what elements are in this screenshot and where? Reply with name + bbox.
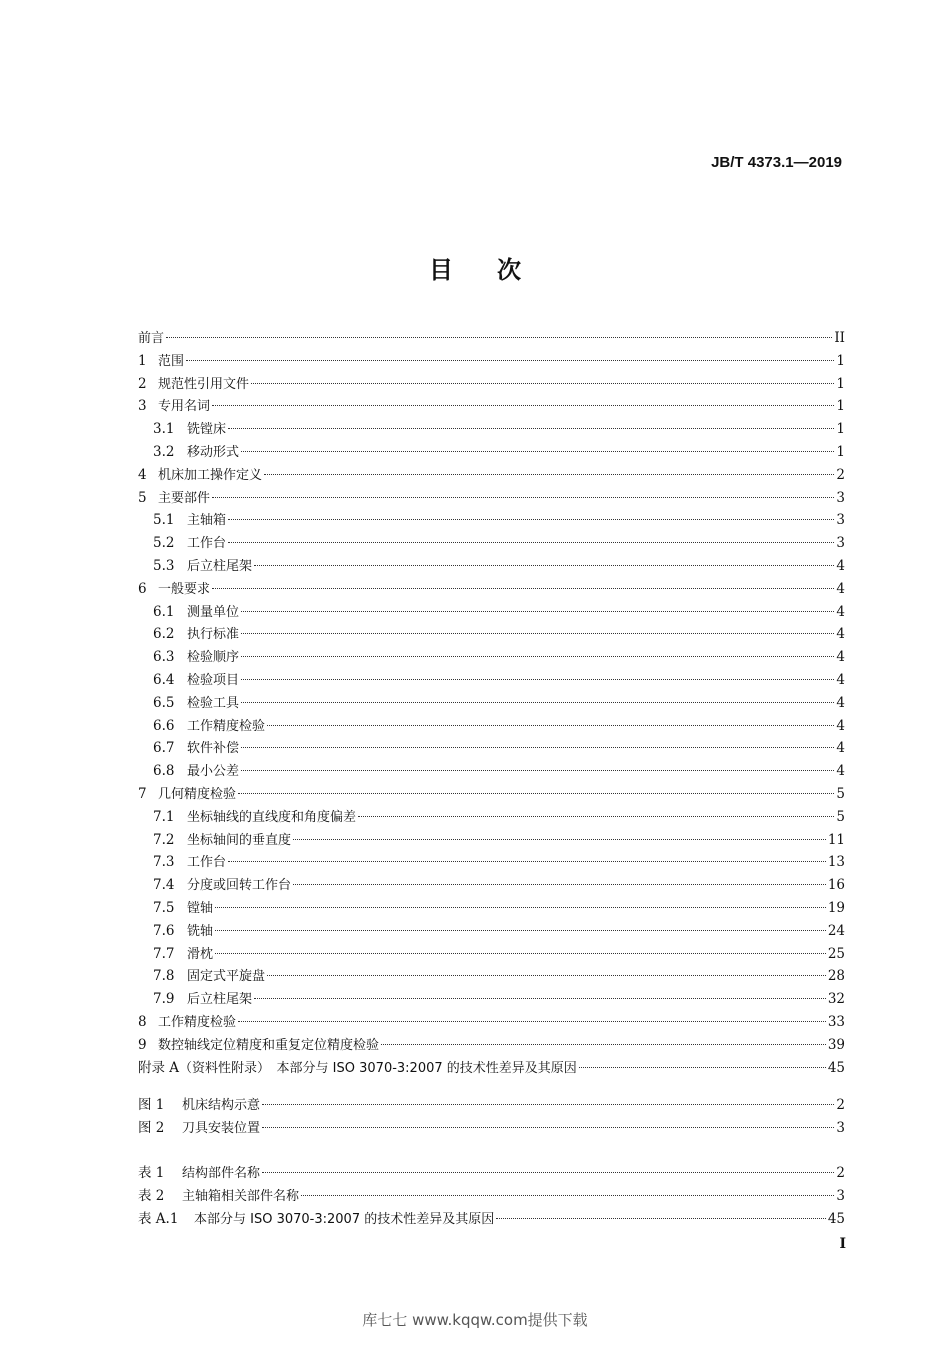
figure-entry[interactable] — [138, 1117, 845, 1140]
dot-leader — [241, 678, 834, 680]
toc-entry[interactable] — [138, 601, 845, 624]
toc-entry-label: 铣镗床 — [187, 422, 227, 438]
toc-entry-label: 执行标准 — [187, 627, 240, 643]
toc-entry-number: 3.1 — [153, 421, 175, 438]
dot-leader — [267, 724, 834, 726]
dot-leader — [579, 1066, 826, 1068]
standard-number: JB/T 4373.1—2019 — [711, 154, 842, 171]
page-title: 目次 — [429, 256, 565, 284]
toc-entry-page: 39 — [827, 1036, 845, 1053]
table-entry-label: 结构部件名称 — [182, 1166, 261, 1181]
toc-entry[interactable] — [138, 555, 845, 578]
toc-entry-number: 5.2 — [153, 535, 175, 552]
toc-entry[interactable] — [138, 943, 845, 966]
toc-entry[interactable] — [138, 1034, 845, 1057]
dot-leader — [301, 1194, 834, 1196]
dot-leader — [262, 1126, 834, 1128]
dot-leader — [228, 427, 834, 429]
toc-entry-number: 8 — [138, 1013, 147, 1030]
toc-entry-label: 几何精度检验 — [158, 786, 237, 802]
toc-entry-page: 1 — [836, 398, 845, 415]
toc-entry-page: 5 — [836, 808, 845, 825]
toc-entry[interactable] — [138, 509, 845, 532]
toc-entry-page: 4 — [836, 671, 845, 688]
toc-entry-label: 工作台 — [187, 855, 227, 871]
toc-entry-label: 检验工具 — [187, 695, 240, 711]
dot-leader — [228, 860, 826, 862]
dot-leader — [241, 610, 834, 612]
toc-entry-label: 检验项目 — [187, 672, 240, 688]
toc-entry-page: 5 — [836, 785, 845, 802]
page-number: I — [839, 1236, 846, 1252]
toc-entry[interactable] — [138, 532, 845, 555]
toc-entry-page: 13 — [827, 854, 845, 871]
toc-entry-label: 测量单位 — [187, 604, 240, 620]
toc-entry-label: 前言 — [138, 331, 165, 346]
toc-entry-number: 3 — [138, 398, 147, 415]
toc-entry-label: 铣轴 — [187, 923, 214, 939]
toc-entry-number: 6.3 — [153, 649, 175, 666]
toc-entry[interactable] — [138, 897, 845, 920]
toc-entry-page: 16 — [827, 877, 845, 894]
table-entry[interactable] — [138, 1185, 845, 1208]
toc-entry[interactable] — [138, 783, 845, 806]
dot-leader — [215, 906, 826, 908]
toc-entry-number: 5 — [138, 489, 147, 506]
toc-entry-number: 6.8 — [153, 763, 175, 780]
toc-entry-label: 专用名词 — [158, 399, 211, 415]
figure-entry[interactable] — [138, 1094, 845, 1117]
toc-entry-number: 2 — [138, 375, 147, 392]
toc-entry-number: 7 — [138, 785, 147, 802]
toc-entry-number: 7.1 — [153, 808, 175, 825]
toc-entry-page: 1 — [836, 443, 845, 460]
toc-entry-number: 6.1 — [153, 603, 175, 620]
toc-entry-number: 7.2 — [153, 831, 175, 848]
toc-entry-page: 4 — [836, 649, 845, 666]
dot-leader — [358, 815, 834, 817]
toc-entry-label: 滑枕 — [187, 946, 214, 962]
dot-leader — [381, 1043, 826, 1045]
toc-entry-number: 7.3 — [153, 854, 175, 871]
dot-leader — [496, 1217, 826, 1219]
toc-entry-page: 3 — [836, 489, 845, 506]
toc-entry-number: 7.9 — [153, 991, 175, 1008]
toc-entry-number: 7.4 — [153, 877, 175, 894]
toc-entry[interactable] — [138, 418, 845, 441]
toc-entry-page: 24 — [827, 922, 845, 939]
toc-entry-page: 3 — [836, 535, 845, 552]
toc-entry-label: 镗轴 — [187, 900, 214, 916]
toc-entry-number: 6.4 — [153, 671, 175, 688]
dot-leader — [212, 587, 834, 589]
toc-entry[interactable] — [138, 646, 845, 669]
table-entry-label: 主轴箱相关部件名称 — [182, 1188, 300, 1204]
table-entry-page: 2 — [836, 1165, 845, 1181]
dot-leader — [262, 1171, 834, 1173]
toc-entry[interactable] — [138, 350, 845, 373]
dot-leader — [241, 655, 834, 657]
dot-leader — [251, 382, 834, 384]
toc-entry-label: 坐标轴线的直线度和角度偏差 — [187, 809, 357, 825]
toc-entry-label: 工作台 — [187, 536, 227, 552]
dot-leader — [293, 883, 826, 885]
toc-entry-label: 主轴箱 — [187, 513, 227, 529]
figure-entry-page: 3 — [836, 1119, 845, 1136]
dot-leader — [228, 518, 834, 520]
table-entry-page: 45 — [827, 1210, 845, 1227]
toc-entry-label: 机床加工操作定义 — [158, 467, 263, 483]
toc-entry-page: 1 — [836, 375, 845, 392]
toc-entry-number: 5.1 — [153, 512, 175, 529]
toc-entry[interactable] — [138, 965, 845, 988]
toc-entry-label: 数控轴线定位精度和重复定位精度检验 — [158, 1037, 380, 1053]
toc-entry[interactable] — [138, 806, 845, 829]
table-entry-number: 表 2 — [138, 1187, 165, 1204]
dot-leader — [241, 701, 834, 703]
dot-leader — [238, 792, 834, 794]
toc-entry[interactable] — [138, 988, 845, 1011]
dot-leader — [212, 496, 834, 498]
toc-entry-label: 最小公差 — [187, 764, 240, 780]
dot-leader — [241, 450, 834, 452]
toc-entry-label: 规范性引用文件 — [158, 376, 250, 392]
toc-entry[interactable] — [138, 395, 845, 418]
toc-entry-number: 1 — [138, 352, 147, 369]
toc-entry-page: 19 — [827, 899, 845, 916]
toc-entry-label: 固定式平旋盘 — [187, 969, 266, 985]
toc-entry[interactable] — [138, 578, 845, 601]
dot-leader — [254, 564, 834, 566]
figure-entry-number: 图 2 — [138, 1119, 165, 1136]
toc-entry[interactable] — [138, 464, 845, 487]
dot-leader — [254, 997, 826, 999]
toc-entry[interactable] — [138, 373, 845, 396]
toc-entry-page: 32 — [827, 991, 845, 1008]
toc-entry-label: 后立柱尾架 — [187, 992, 253, 1008]
toc-entry[interactable] — [138, 1011, 845, 1034]
dot-leader — [166, 336, 832, 338]
toc-entry-label: 软件补偿 — [187, 741, 240, 757]
figure-entry-number: 图 1 — [138, 1097, 165, 1113]
toc-entry-page: 1 — [836, 421, 845, 438]
table-entry-number: 表 1 — [138, 1165, 165, 1181]
dot-leader — [264, 473, 834, 475]
toc-entry-label: 范围 — [158, 353, 185, 369]
dot-leader — [228, 541, 834, 543]
toc-entry-page: 1 — [836, 352, 845, 369]
toc-entry-number: 7.6 — [153, 922, 175, 939]
toc-entry-page: 11 — [827, 831, 845, 848]
dot-leader — [267, 974, 826, 976]
toc-entry[interactable] — [138, 737, 845, 760]
toc-entry-number: 9 — [138, 1036, 147, 1053]
toc-entry-page: 28 — [827, 968, 845, 985]
dot-leader — [293, 838, 826, 840]
dot-leader — [262, 1103, 834, 1105]
toc-entry-label: 一般要求 — [158, 581, 211, 597]
toc-entry[interactable] — [138, 669, 845, 692]
toc-entry-number: 6.5 — [153, 694, 175, 711]
toc-entry-page: 4 — [836, 557, 845, 574]
toc-entry-page: 4 — [836, 580, 845, 597]
toc-entry-page: 4 — [836, 626, 845, 643]
toc-entry[interactable] — [138, 692, 845, 715]
table-entry[interactable] — [138, 1208, 845, 1231]
toc-entry-number: 附录 A — [138, 1059, 180, 1076]
table-list — [138, 1162, 845, 1230]
table-entry[interactable] — [138, 1162, 845, 1185]
toc-entry-page: II — [834, 330, 845, 346]
dot-leader — [241, 632, 834, 634]
dot-leader — [241, 746, 834, 748]
toc-entry[interactable] — [138, 715, 845, 738]
toc-entry-number: 7.5 — [153, 899, 175, 916]
toc-entry[interactable] — [138, 829, 845, 852]
toc-entry-page: 33 — [827, 1013, 845, 1030]
toc-entry-page: 4 — [836, 740, 845, 757]
figure-entry-page: 2 — [836, 1097, 845, 1113]
toc-entry-page: 3 — [836, 512, 845, 529]
toc-entry-page: 25 — [827, 945, 845, 962]
toc-entry-label: 检验顺序 — [187, 650, 240, 666]
toc-entry-page: 4 — [836, 763, 845, 780]
figure-entry-label: 刀具安装位置 — [182, 1120, 261, 1136]
toc-entry-label: （资料性附录） 本部分与 ISO 3070-3:2007 的技术性差异及其原因 — [179, 1060, 577, 1076]
toc-entry-page: 2 — [836, 466, 845, 483]
toc-entry-label: 分度或回转工作台 — [187, 878, 292, 894]
toc-entry-number: 6.6 — [153, 717, 175, 734]
toc-entry-page: 4 — [836, 717, 845, 734]
toc-entry-page: 45 — [827, 1059, 845, 1076]
dot-leader — [212, 404, 834, 406]
toc-entry-number: 6.2 — [153, 626, 175, 643]
table-entry-label: 本部分与 ISO 3070-3:2007 的技术性差异及其原因 — [194, 1211, 495, 1227]
toc-entry[interactable] — [138, 920, 845, 943]
toc-entry[interactable] — [138, 851, 845, 874]
toc-entry-number: 6 — [138, 580, 147, 597]
toc-entry-number: 5.3 — [153, 557, 175, 574]
toc-entry-number: 4 — [138, 466, 147, 483]
toc-entry-label: 坐标轴间的垂直度 — [187, 832, 292, 848]
dot-leader — [215, 952, 826, 954]
toc-entry[interactable] — [138, 487, 845, 510]
toc-entry-label: 后立柱尾架 — [187, 558, 253, 574]
toc-entry[interactable] — [138, 760, 845, 783]
dot-leader — [238, 1020, 826, 1022]
toc-entry-number: 7.7 — [153, 945, 175, 962]
dot-leader — [215, 929, 826, 931]
toc-entry-number: 6.7 — [153, 740, 175, 757]
dot-leader — [186, 359, 834, 361]
watermark: 库七七 www.kqqw.com提供下载 — [362, 1311, 588, 1329]
toc-entry-number: 3.2 — [153, 443, 175, 460]
toc-entry-page: 4 — [836, 694, 845, 711]
toc-entry[interactable] — [138, 441, 845, 464]
toc-entry-page: 4 — [836, 603, 845, 620]
dot-leader — [241, 769, 834, 771]
toc-entry[interactable] — [138, 874, 845, 897]
table-entry-page: 3 — [836, 1187, 845, 1204]
toc-entry[interactable] — [138, 327, 845, 350]
toc-entry[interactable] — [138, 623, 845, 646]
toc-entry-label: 工作精度检验 — [158, 1014, 237, 1030]
toc-entry-label: 移动形式 — [187, 444, 240, 460]
toc-list — [138, 327, 845, 1079]
toc-entry-number: 7.8 — [153, 968, 175, 985]
toc-entry-label: 工作精度检验 — [187, 718, 266, 734]
figure-entry-label: 机床结构示意 — [182, 1098, 261, 1113]
toc-entry-label: 主要部件 — [158, 490, 211, 506]
toc-entry[interactable] — [138, 1057, 845, 1080]
table-entry-number: 表 A.1 — [138, 1210, 179, 1227]
figure-list — [138, 1094, 845, 1140]
